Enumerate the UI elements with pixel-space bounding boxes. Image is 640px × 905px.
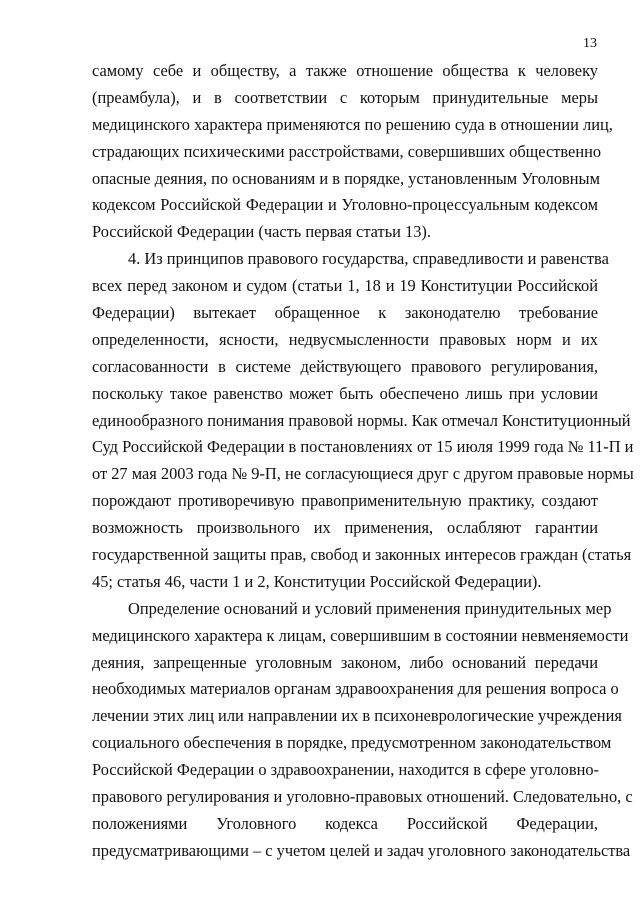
text-line: всех перед законом и судом (статьи 1, 18 и 19 Конституции Российской — [92, 276, 598, 296]
text-line: Российской Федерации о здравоохранении, находится в сфере уголовно- — [92, 760, 600, 780]
text-line: лечении этих лиц или направлении их в психоневрологические учреждения — [92, 706, 622, 726]
text-line: кодексом Российской Федерации и Уголовно-процессуальным кодексом — [92, 195, 598, 215]
text-line: согласованности в системе действующего правового регулирования, — [92, 356, 598, 376]
text-line: возможность произвольного их применения, ослабляют гарантии — [92, 518, 598, 538]
text-line: Федерации) вытекает обращенное к законодателю требование — [92, 303, 598, 323]
text-line: необходимых материалов органам здравоохранения для решения вопроса о — [92, 679, 619, 699]
text-line: опасные деяния, по основаниям и в порядке, установленным Уголовным — [92, 168, 600, 188]
text-line: положениями Уголовного кодекса Российской Федерации, — [92, 813, 598, 833]
text-line: от 27 мая 2003 года № 9-П, не согласующиеся друг с другом правовые нормы — [92, 464, 634, 484]
text-line: (преамбула), и в соответствии с которым принудительные меры — [92, 87, 598, 107]
text-line: правового регулирования и уголовно-правовых отношений. Следовательно, с — [92, 787, 633, 807]
text-line: Определение оснований и условий применения принудительных мер — [128, 598, 612, 618]
text-line: предусматривающими – с учетом целей и задач уголовного законодательства — [92, 840, 631, 860]
text-line: социального обеспечения в порядке, предусмотренном законодательством — [92, 733, 612, 753]
text-line: медицинского характера к лицам, совершившим в состоянии невменяемости — [92, 625, 629, 645]
document-body — [92, 58, 634, 865]
text-line: порождают противоречивую правоприменительную практику, создают — [92, 491, 598, 511]
text-line: страдающих психическими расстройствами, совершивших общественно — [92, 141, 602, 161]
text-line: Суд Российской Федерации в постановлениях от 15 июля 1999 года № 11-П и — [92, 437, 634, 457]
text-line: Российской Федерации (часть первая статьи 13). — [92, 222, 431, 242]
page-number: 13 — [583, 36, 597, 51]
text-line: государственной защиты прав, свобод и законных интересов граждан (статья — [92, 545, 632, 565]
text-line: поскольку такое равенство может быть обеспечено лишь при условии — [92, 383, 598, 403]
text-line: единообразного понимания правовой нормы. Как отмечал Конституционный — [92, 410, 631, 430]
text-line: 4. Из принципов правового государства, справедливости и равенства — [128, 249, 609, 269]
text-line: самому себе и обществу, а также отношение общества к человеку — [92, 61, 598, 80]
text-line: деяния, запрещенные уголовным законом, либо оснований передачи — [92, 652, 598, 672]
text-line: 45; статья 46, части 1 и 2, Конституции Российской Федерации). — [92, 571, 542, 591]
paragraph — [92, 596, 633, 865]
paragraph — [92, 58, 613, 246]
text-line: медицинского характера применяются по решению суда в отношении лиц, — [92, 114, 613, 134]
text-line: определенности, ясности, недвусмысленности правовых норм и их — [92, 329, 598, 349]
paragraph — [92, 246, 634, 596]
